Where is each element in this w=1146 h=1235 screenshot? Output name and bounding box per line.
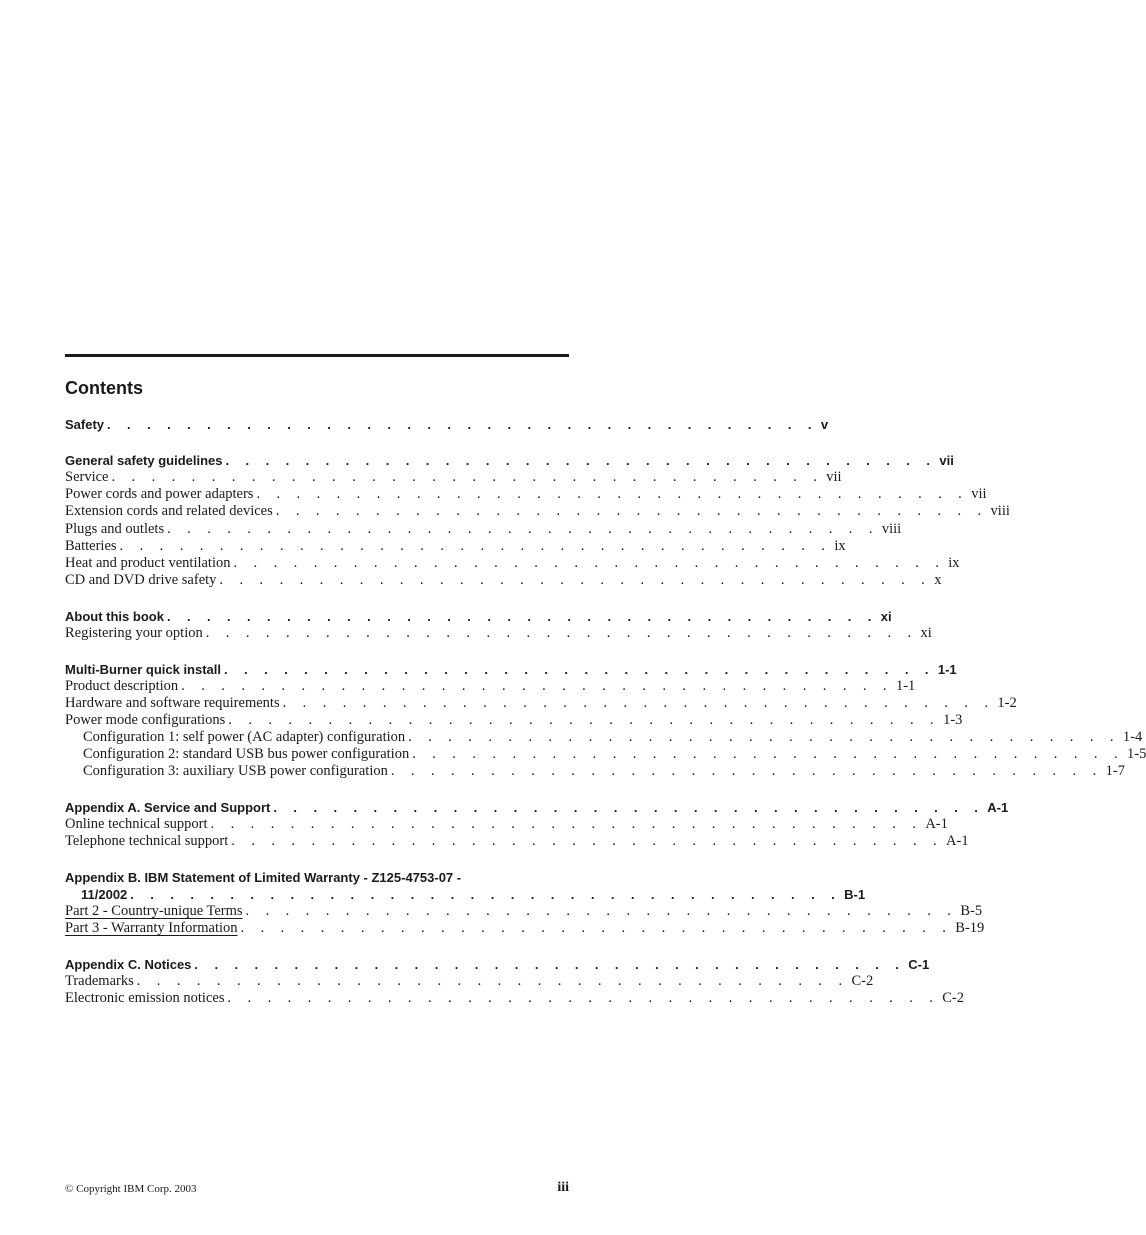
leader-dots: . . . . . . . . . . . . . . . . . . . . . . . . . . . . . . . . . . . . [130, 887, 842, 902]
leader-dots: . . . . . . . . . . . . . . . . . . . . . . . . . . . . . . . . . . . . [194, 957, 906, 972]
toc-entry-appendix-b-line1[interactable]: Appendix B. IBM Statement of Limited Warranty - Z125-4753-07 - [65, 870, 462, 885]
toc-entry-power-mode[interactable] [65, 712, 963, 729]
toc-page: 1-2 [997, 695, 1017, 711]
toc-entry-about-book[interactable] [65, 608, 892, 625]
toc-label: Telephone technical support [65, 833, 229, 849]
toc-label: Appendix C. Notices [65, 957, 192, 972]
toc-label: Appendix A. Service and Support [65, 800, 271, 815]
toc-page: 1-1 [895, 678, 916, 694]
leader-dots: . . . . . . . . . . . . . . . . . . . . . . . . . . . . . . . . . . . . [256, 486, 969, 502]
leader-dots: . . . . . . . . . . . . . . . . . . . . . . . . . . . . . . . . . . . . [390, 763, 1103, 779]
page-title: Contents [65, 378, 143, 398]
toc-entry-part-2[interactable] [65, 903, 983, 920]
toc-label: Extension cords and related devices [65, 503, 273, 519]
toc-entry-appendix-c[interactable] [65, 956, 930, 973]
toc-page: viii [990, 503, 1010, 519]
toc-label: Heat and product ventilation [65, 555, 231, 571]
toc-entry-heat-ventilation[interactable] [65, 555, 960, 572]
toc-label: Batteries [65, 538, 117, 554]
toc-label: Product description [65, 678, 179, 694]
toc-label: Configuration 2: standard USB bus power configuration [83, 746, 410, 762]
toc-page: B-19 [955, 920, 985, 936]
toc-entry-general-safety[interactable] [65, 452, 954, 469]
leader-dots: . . . . . . . . . . . . . . . . . . . . . . . . . . . . . . . . . . . . [225, 453, 937, 468]
toc-label: Multi-Burner quick install [65, 662, 222, 677]
leader-dots: . . . . . . . . . . . . . . . . . . . . . . . . . . . . . . . . . . . . [136, 973, 849, 989]
toc-label: Online technical support [65, 816, 208, 832]
toc-label: Power cords and power adapters [65, 486, 254, 502]
toc-page: 1-3 [943, 712, 963, 728]
toc-page: ix [834, 538, 846, 554]
leader-dots: . . . . . . . . . . . . . . . . . . . . . . . . . . . . . . . . . . . . [240, 920, 953, 936]
toc-link-label[interactable]: Part 2 - Country-unique Terms [65, 903, 243, 919]
toc-entry-hw-sw-requirements[interactable] [65, 695, 1017, 712]
toc-label: Service [65, 469, 109, 485]
toc-label: General safety guidelines [65, 453, 223, 468]
toc-entry-registering[interactable] [65, 625, 932, 642]
toc-page: v [820, 417, 829, 432]
toc-entry-config-1[interactable] [83, 729, 1143, 746]
leader-dots: . . . . . . . . . . . . . . . . . . . . . . . . . . . . . . . . . . . . [119, 538, 832, 554]
leader-dots: . . . . . . . . . . . . . . . . . . . . . . . . . . . . . . . . . . . . [107, 417, 818, 432]
toc-label: CD and DVD drive safety [65, 572, 217, 588]
toc-page: vii [826, 469, 842, 485]
toc-label: Configuration 3: auxiliary USB power configuration [83, 763, 388, 779]
toc-page: 1-7 [1105, 763, 1125, 779]
toc-label: About this book [65, 609, 164, 624]
toc-entry-config-2[interactable] [83, 746, 1146, 763]
toc-entry-multi-burner[interactable] [65, 661, 957, 678]
leader-dots: . . . . . . . . . . . . . . . . . . . . . . . . . . . . . . . . . . . . [231, 833, 944, 849]
toc-page: x [934, 572, 942, 588]
toc-entry-power-cords[interactable] [65, 486, 987, 503]
toc-entry-online-support[interactable] [65, 816, 948, 833]
toc-entry-appendix-b[interactable] [81, 886, 866, 903]
toc-page: xi [880, 609, 892, 624]
toc-page: xi [920, 625, 932, 641]
page-number: iii [557, 1180, 569, 1195]
toc-page: A-1 [987, 800, 1009, 815]
leader-dots: . . . . . . . . . . . . . . . . . . . . . . . . . . . . . . . . . . . . [273, 800, 985, 815]
leader-dots: . . . . . . . . . . . . . . . . . . . . . . . . . . . . . . . . . . . . [228, 712, 941, 728]
leader-dots: . . . . . . . . . . . . . . . . . . . . . . . . . . . . . . . . . . . . [166, 609, 878, 624]
toc-label: Electronic emission notices [65, 990, 225, 1006]
toc-link-label[interactable]: Part 3 - Warranty Information [65, 920, 238, 936]
toc-label: Safety [65, 417, 105, 432]
toc-page: B-5 [960, 903, 983, 919]
toc-label: Hardware and software requirements [65, 695, 280, 711]
toc-page: vii [939, 453, 954, 468]
toc-entry-product-description[interactable] [65, 678, 916, 695]
leader-dots: . . . . . . . . . . . . . . . . . . . . . . . . . . . . . . . . . . . . [219, 572, 932, 588]
toc-page: vii [971, 486, 987, 502]
toc-entry-appendix-a[interactable] [65, 799, 1009, 816]
toc-label: Power mode configurations [65, 712, 226, 728]
leader-dots: . . . . . . . . . . . . . . . . . . . . . . . . . . . . . . . . . . . . [111, 469, 824, 485]
leader-dots: . . . . . . . . . . . . . . . . . . . . . . . . . . . . . . . . . . . . [275, 503, 988, 519]
toc-entry-cd-dvd-safety[interactable] [65, 572, 942, 589]
leader-dots: . . . . . . . . . . . . . . . . . . . . . . . . . . . . . . . . . . . . [408, 729, 1120, 745]
toc-label: 11/2002 [81, 887, 128, 902]
toc-entry-emission-notices[interactable] [65, 990, 964, 1007]
leader-dots: . . . . . . . . . . . . . . . . . . . . . . . . . . . . . . . . . . . . [412, 746, 1124, 762]
toc-page: 1-1 [937, 662, 957, 677]
toc-page: C-2 [942, 990, 964, 1006]
leader-dots: . . . . . . . . . . . . . . . . . . . . . . . . . . . . . . . . . . . . [224, 662, 935, 677]
leader-dots: . . . . . . . . . . . . . . . . . . . . . . . . . . . . . . . . . . . . [210, 816, 923, 832]
toc-entry-service[interactable] [65, 469, 842, 486]
toc-page: A-1 [925, 816, 948, 832]
toc-page: 1-4 [1122, 729, 1143, 745]
toc-page: ix [948, 555, 960, 571]
toc-entry-trademarks[interactable] [65, 973, 874, 990]
toc-entry-extension-cords[interactable] [65, 503, 1010, 520]
toc-entry-safety[interactable] [65, 416, 829, 433]
leader-dots: . . . . . . . . . . . . . . . . . . . . . . . . . . . . . . . . . . . . [167, 521, 879, 537]
leader-dots: . . . . . . . . . . . . . . . . . . . . . . . . . . . . . . . . . . . . [205, 625, 918, 641]
toc-entry-part-3[interactable] [65, 920, 985, 937]
toc-page: A-1 [946, 833, 969, 849]
toc-label: Trademarks [65, 973, 134, 989]
toc-label: Registering your option [65, 625, 203, 641]
toc-page: 1-5 [1126, 746, 1146, 762]
toc-label: Configuration 1: self power (AC adapter) configuration [83, 729, 406, 745]
toc-entry-batteries[interactable] [65, 538, 846, 555]
toc-label: Plugs and outlets [65, 521, 165, 537]
copyright-notice: © Copyright IBM Corp. 2003 [65, 1183, 197, 1195]
leader-dots: . . . . . . . . . . . . . . . . . . . . . . . . . . . . . . . . . . . . [233, 555, 946, 571]
toc-entry-plugs-outlets[interactable] [65, 521, 902, 538]
toc-page: viii [881, 521, 902, 537]
toc-entry-telephone-support[interactable] [65, 833, 969, 850]
toc-page: C-2 [851, 973, 874, 989]
toc-entry-config-3[interactable] [83, 763, 1125, 780]
leader-dots: . . . . . . . . . . . . . . . . . . . . . . . . . . . . . . . . . . . . [245, 903, 958, 919]
leader-dots: . . . . . . . . . . . . . . . . . . . . . . . . . . . . . . . . . . . . [227, 990, 940, 1006]
leader-dots: . . . . . . . . . . . . . . . . . . . . . . . . . . . . . . . . . . . . [282, 695, 995, 711]
toc-page: B-1 [844, 887, 866, 902]
toc-page: C-1 [908, 957, 930, 972]
leader-dots: . . . . . . . . . . . . . . . . . . . . . . . . . . . . . . . . . . . . [181, 678, 893, 694]
